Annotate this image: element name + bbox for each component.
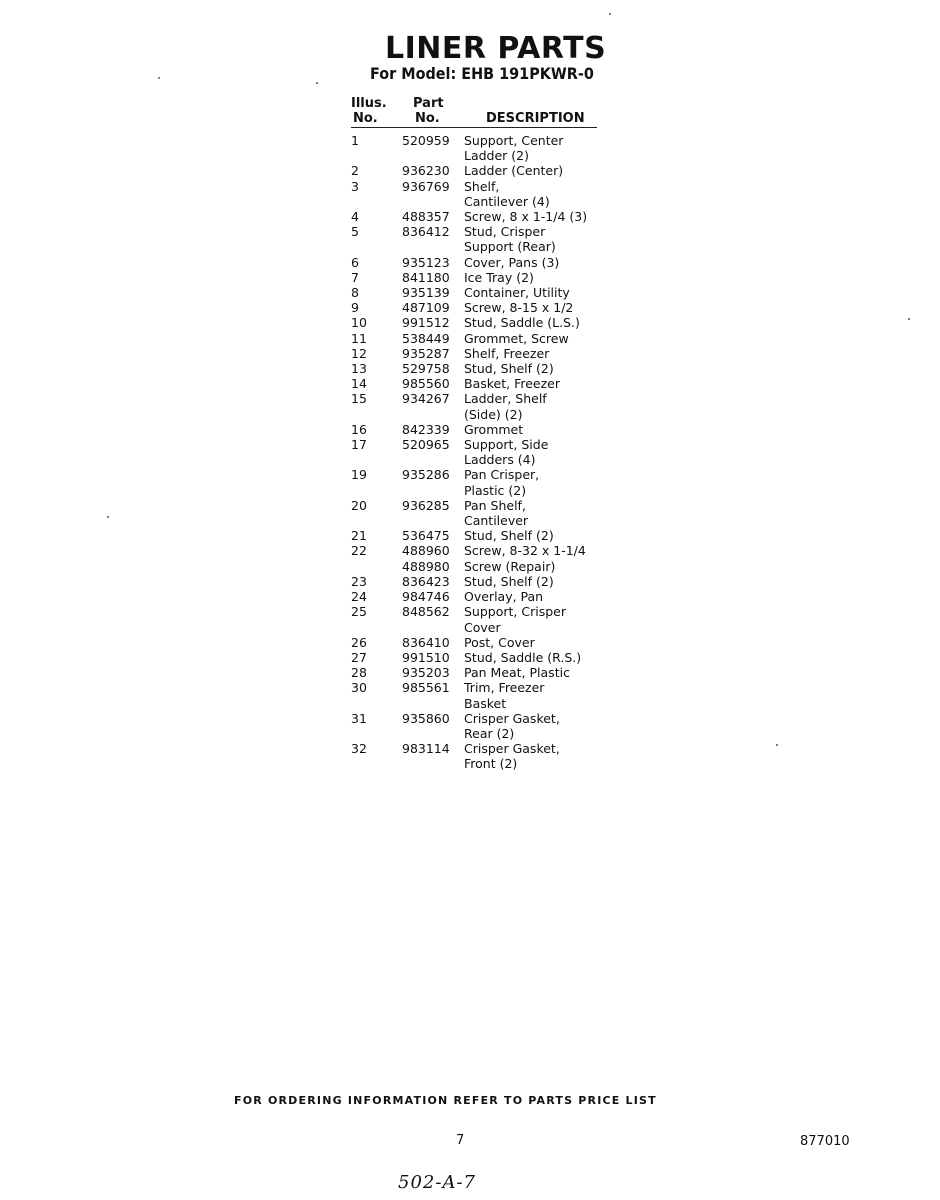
part-description: Stud, Shelf (2)	[464, 573, 554, 589]
part-number: 936230	[402, 163, 450, 179]
part-number: 836412	[402, 224, 450, 240]
part-description: Overlay, Pan	[464, 589, 544, 605]
illus-number: 21	[351, 528, 367, 544]
part-number: 488960	[402, 543, 450, 559]
illus-number: 4	[351, 209, 359, 225]
table-row	[0, 361, 940, 376]
illus-number: 30	[351, 680, 367, 696]
table-row	[0, 589, 940, 604]
part-number: 842339	[402, 421, 450, 437]
illus-number: 6	[351, 254, 359, 270]
part-description: Screw, 8-32 x 1-1/4	[464, 543, 586, 559]
part-description: Ladder (Center)	[464, 163, 564, 179]
part-number: 487109	[402, 300, 450, 316]
table-row	[0, 543, 940, 558]
table-row	[0, 437, 940, 467]
part-number: 983114	[402, 741, 450, 757]
table-row	[0, 346, 940, 361]
table-row	[0, 467, 940, 497]
header-description: DESCRIPTION	[486, 111, 585, 126]
table-row	[0, 179, 940, 209]
part-number: 934267	[402, 391, 450, 407]
part-description: Basket, Freezer	[464, 376, 560, 392]
part-number: 935286	[402, 467, 450, 483]
part-number: 836423	[402, 573, 450, 589]
ordering-note: FOR ORDERING INFORMATION REFER TO PARTS PRICE LIST	[234, 1094, 657, 1107]
part-number: 935139	[402, 285, 450, 301]
table-header	[0, 96, 940, 136]
part-description: Pan Shelf, Cantilever	[464, 497, 529, 529]
illus-number: 2	[351, 163, 359, 179]
scan-speck	[908, 318, 910, 320]
part-description: Crisper Gasket, Rear (2)	[464, 710, 560, 741]
header-rule	[351, 127, 597, 128]
part-description: Screw, 8-15 x 1/2	[464, 300, 574, 316]
part-description: Pan Crisper, Plastic (2)	[464, 467, 540, 498]
part-number: 936769	[402, 178, 450, 194]
part-number: 936285	[402, 497, 450, 513]
page-title: LINER PARTS	[385, 31, 607, 66]
header-part-line2: No.	[415, 111, 440, 126]
part-number: 985560	[402, 376, 450, 392]
illus-number: 27	[351, 649, 367, 665]
scan-speck	[107, 516, 109, 518]
table-row	[0, 635, 940, 650]
table-row	[0, 315, 940, 330]
document-code: 877010	[800, 1134, 850, 1149]
illus-number: 32	[351, 741, 367, 757]
part-number: 538449	[402, 330, 450, 346]
part-description: Pan Meat, Plastic	[464, 665, 570, 681]
illus-number: 16	[351, 421, 367, 437]
part-number: 488980	[402, 558, 450, 574]
handwritten-reference: 502-A-7	[398, 1172, 476, 1193]
part-number: 836410	[402, 634, 450, 650]
table-row	[0, 711, 940, 741]
table-row	[0, 680, 940, 710]
parts-table	[0, 133, 940, 772]
table-row	[0, 224, 940, 254]
illus-number: 5	[351, 224, 359, 240]
part-number: 935203	[402, 665, 450, 681]
table-row	[0, 331, 940, 346]
part-number: 520965	[402, 437, 450, 453]
illus-number: 1	[351, 133, 359, 148]
illus-number: 11	[351, 330, 367, 346]
illus-number: 23	[351, 573, 367, 589]
illus-number: 15	[351, 391, 367, 407]
illus-number: 24	[351, 589, 367, 605]
part-description: Stud, Saddle (R.S.)	[464, 649, 582, 665]
table-row	[0, 163, 940, 178]
table-row	[0, 270, 940, 285]
illus-number: 17	[351, 437, 367, 453]
table-row	[0, 498, 940, 528]
scan-speck	[776, 744, 778, 746]
illus-number: 14	[351, 376, 367, 392]
part-number: 985561	[402, 680, 450, 696]
part-description: Container, Utility	[464, 285, 570, 301]
illus-number: 31	[351, 710, 367, 726]
illus-number: 26	[351, 634, 367, 650]
part-description: Screw, 8 x 1-1/4 (3)	[464, 209, 588, 225]
scan-speck	[609, 13, 611, 15]
part-number: 991512	[402, 315, 450, 331]
part-number: 529758	[402, 361, 450, 377]
table-row	[0, 650, 940, 665]
table-row	[0, 665, 940, 680]
header-illus-line1: Illus.	[351, 96, 387, 111]
model-subtitle: For Model: EHB 191PKWR-0	[370, 64, 594, 83]
part-description: Stud, Saddle (L.S.)	[464, 315, 580, 331]
table-row	[0, 255, 940, 270]
part-description: Support, Crisper Cover	[464, 604, 566, 635]
table-row	[0, 528, 940, 543]
part-description: Support, Side Ladders (4)	[464, 437, 549, 468]
part-description: Stud, Shelf (2)	[464, 528, 554, 544]
illus-number: 10	[351, 315, 367, 331]
part-description: Crisper Gasket, Front (2)	[464, 741, 560, 772]
illus-number: 13	[351, 361, 367, 377]
table-row	[0, 300, 940, 315]
part-description: Shelf, Cantilever (4)	[464, 178, 550, 209]
page-number: 7	[456, 1133, 465, 1148]
part-description: Cover, Pans (3)	[464, 254, 560, 270]
part-description: Support, Center Ladder (2)	[464, 133, 564, 164]
illus-number: 22	[351, 543, 367, 559]
table-row	[0, 559, 940, 574]
part-description: Post, Cover	[464, 634, 535, 650]
part-number: 520959	[402, 133, 450, 148]
illus-number: 12	[351, 345, 367, 361]
part-description: Stud, Shelf (2)	[464, 361, 554, 377]
table-row	[0, 285, 940, 300]
part-number: 984746	[402, 589, 450, 605]
part-description: Trim, Freezer Basket	[464, 680, 545, 711]
illus-number: 19	[351, 467, 367, 483]
scan-speck	[158, 77, 160, 79]
table-row	[0, 133, 940, 163]
part-description: Stud, Crisper Support (Rear)	[464, 224, 556, 255]
scan-speck	[316, 82, 318, 84]
part-description: Ice Tray (2)	[464, 269, 534, 285]
table-row	[0, 422, 940, 437]
part-description: Shelf, Freezer	[464, 345, 550, 361]
part-number: 935287	[402, 345, 450, 361]
illus-number: 3	[351, 178, 359, 194]
part-number: 536475	[402, 528, 450, 544]
table-row	[0, 604, 940, 634]
part-description: Grommet, Screw	[464, 330, 569, 346]
part-number: 935123	[402, 254, 450, 270]
table-row	[0, 741, 940, 771]
illus-number: 9	[351, 300, 359, 316]
part-number: 488357	[402, 209, 450, 225]
part-number: 841180	[402, 269, 450, 285]
part-description: Grommet	[464, 421, 524, 437]
illus-number: 7	[351, 269, 359, 285]
table-row	[0, 376, 940, 391]
table-row	[0, 391, 940, 421]
header-illus-line2: No.	[353, 111, 378, 126]
illus-number: 25	[351, 604, 367, 620]
part-number: 935860	[402, 710, 450, 726]
part-number: 991510	[402, 649, 450, 665]
illus-number: 8	[351, 285, 359, 301]
part-description: Screw (Repair)	[464, 558, 556, 574]
illus-number: 20	[351, 497, 367, 513]
illus-number: 28	[351, 665, 367, 681]
table-row	[0, 574, 940, 589]
table-row	[0, 209, 940, 224]
header-part-line1: Part	[413, 96, 444, 111]
part-number: 848562	[402, 604, 450, 620]
part-description: Ladder, Shelf (Side) (2)	[464, 391, 547, 422]
